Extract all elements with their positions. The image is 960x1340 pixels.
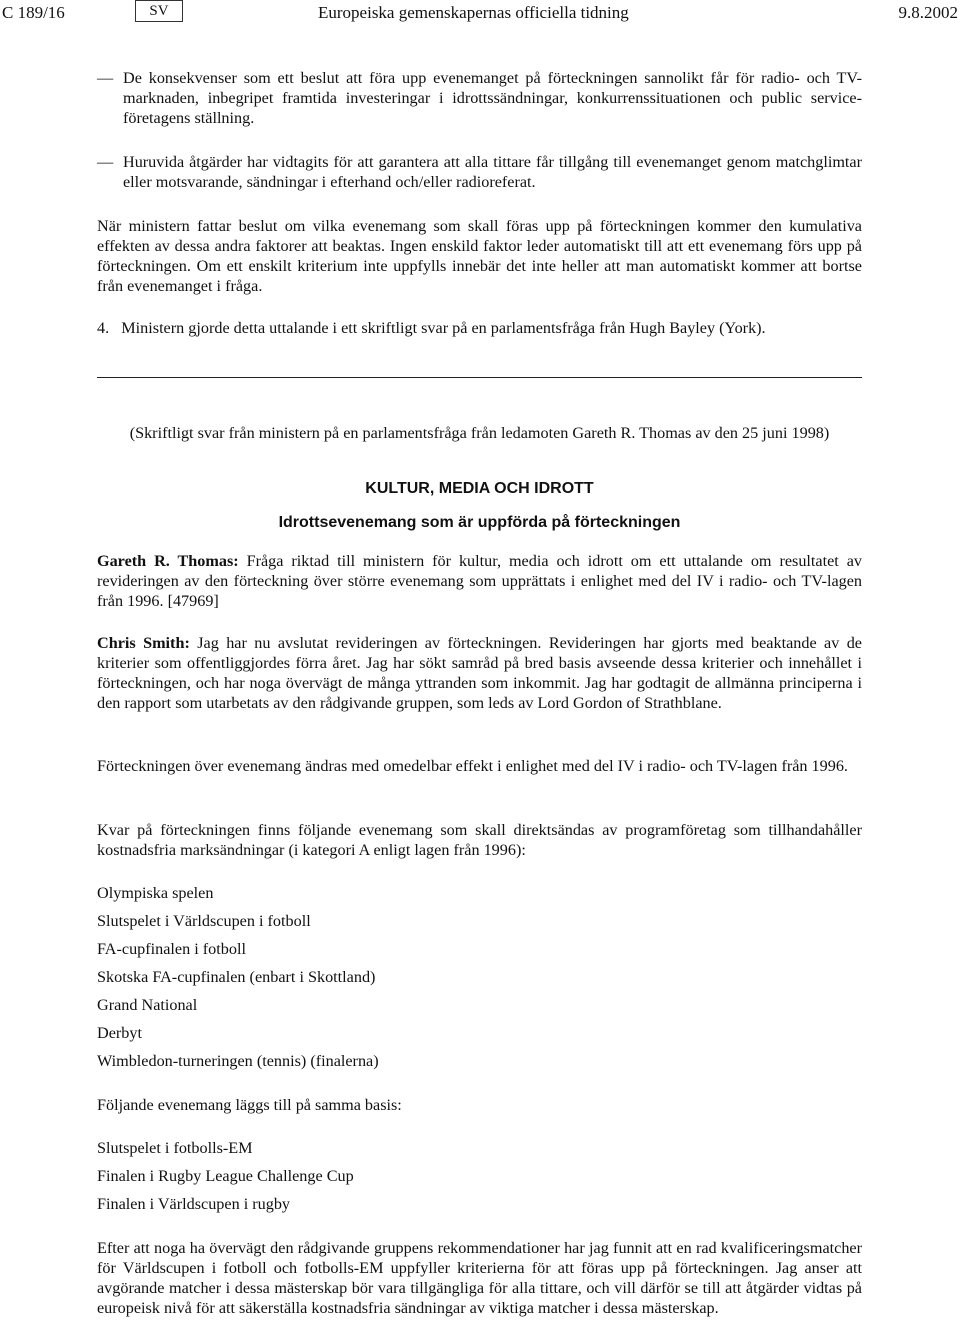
paragraph-change (97, 756, 862, 776)
event-list-b (97, 1138, 862, 1222)
dash-icon: — (97, 69, 114, 87)
dash-item-access (97, 152, 862, 192)
dash-item-text: Huruvida åtgärder har vidtagits för att garantera att alla tittare får tillgång till evenemanget genom matchglimtar eller motsvarande, sändningar i efterhand och/eller radioreferat. (123, 153, 862, 191)
answer-source-text: (Skriftligt svar från ministern på en parlamentsfråga från ledamoten Gareth R. Thomas av den 25 juni 1998) (129, 424, 830, 442)
answer-paragraph (97, 633, 862, 713)
list-item: Derbyt (97, 1024, 142, 1042)
footnote-number: 4. (97, 319, 110, 337)
paragraph-decision (97, 216, 862, 296)
page-header (0, 0, 960, 26)
footnote-4 (97, 318, 862, 338)
answer-source (97, 423, 862, 443)
paragraph-text: Efter att noga ha övervägt den rådgivande gruppens rekommendationer har jag funnit att en rad kvalificeringsmatcher för Världscupen i fotboll och fotbolls-EM uppfyller kriterierna för att föras upp på förteckningen. Jag anser att avgörande matcher i dessa mästerskap bör vara tillgängliga för alla tittare, och vill därför se till att åtgärder vidtas på europeisk nivå för att säkerställa kostnadsfria sändningar av viktiga matcher i dessa mästerskap. (97, 1239, 862, 1317)
dash-item-text: De konsekvenser som ett beslut att föra upp evenemanget på förteckningen sannolikt får för radio- och TV-marknaden, inbegripet framtida investeringar i idrottssändningar, konkurrenssituationen och public service-företagens ställning. (123, 69, 862, 127)
section-title: KULTUR, MEDIA OCH IDROTT (365, 480, 594, 497)
subtitle-block (97, 513, 862, 533)
event-list-a (97, 883, 862, 1079)
list-item: Wimbledon-turneringen (tennis) (finalerna) (97, 1052, 379, 1070)
page-reference: C 189/16 (2, 3, 65, 22)
list-item: Slutspelet i fotbolls-EM (97, 1139, 253, 1157)
question-text: Fråga riktad till ministern för kultur, media och idrott om ett uttalande om resultatet av revideringen av den förteckning över större evenemang som upprättats i enlighet med del IV i radio- och TV-lagen från 1996. [47969] (97, 552, 862, 610)
section-divider (97, 377, 862, 378)
list-item: Olympiska spelen (97, 884, 214, 902)
question-paragraph (97, 551, 862, 611)
publication-date: 9.8.2002 (898, 3, 958, 22)
list-item: Finalen i Världscupen i rugby (97, 1195, 291, 1213)
paragraph-text: Följande evenemang läggs till på samma basis: (97, 1096, 402, 1114)
list-item: Skotska FA-cupfinalen (enbart i Skottland) (97, 968, 376, 986)
paragraph-remaining (97, 820, 862, 860)
list-item: Grand National (97, 996, 198, 1014)
list-item: FA-cupfinalen i fotboll (97, 940, 246, 958)
language-badge: SV (135, 0, 183, 22)
paragraph-text: Förteckningen över evenemang ändras med omedelbar effekt i enlighet med del IV i radio- och TV-lagen från 1996. (97, 757, 848, 775)
dash-icon: — (97, 153, 114, 171)
list-item: Finalen i Rugby League Challenge Cup (97, 1167, 354, 1185)
footnote-text: Ministern gjorde detta uttalande i ett skriftligt svar på en parlamentsfråga från Hugh Bayley (York). (121, 319, 766, 337)
dash-item-consequences (97, 68, 862, 128)
question-speaker: Gareth R. Thomas: (97, 552, 239, 570)
paragraph-final (97, 1238, 862, 1318)
list-item: Slutspelet i Världscupen i fotboll (97, 912, 311, 930)
answer-speaker: Chris Smith: (97, 634, 190, 652)
section-title-block (97, 479, 862, 499)
journal-title: Europeiska gemenskapernas officiella tidning (318, 3, 629, 22)
paragraph-text: Kvar på förteckningen finns följande evenemang som skall direktsändas av programföretag som tillhandahåller kostnadsfria marksändningar (i kategori A enligt lagen från 1996): (97, 821, 862, 859)
paragraph-text: När ministern fattar beslut om vilka evenemang som skall föras upp på förteckningen kommer den kumulativa effekten av dessa andra faktorer att beaktas. Ingen enskild faktor leder automatiskt till att ett evenemang förs upp på förteckningen. Om ett enskilt kriterium inte uppfylls innebär det inte heller att man automatiskt kommer att bortse från evenemanget i fråga. (97, 217, 862, 295)
answer-text: Jag har nu avslutat revideringen av förteckningen. Revideringen har gjorts med beaktande av de kriterier som offentliggjordes förra året. Jag har sökt samråd på bred basis avseende dessa kriterier och innehållet i förteckningen, och har noga övervägt de många yttranden som inkommit. Jag har godtagit de allmänna principerna i den rapport som utarbetats av den rådgivande gruppen, som leds av Lord Gordon of Strathblane. (97, 634, 862, 712)
paragraph-added (97, 1095, 862, 1115)
section-subtitle: Idrottsevenemang som är uppförda på förteckningen (278, 514, 681, 531)
